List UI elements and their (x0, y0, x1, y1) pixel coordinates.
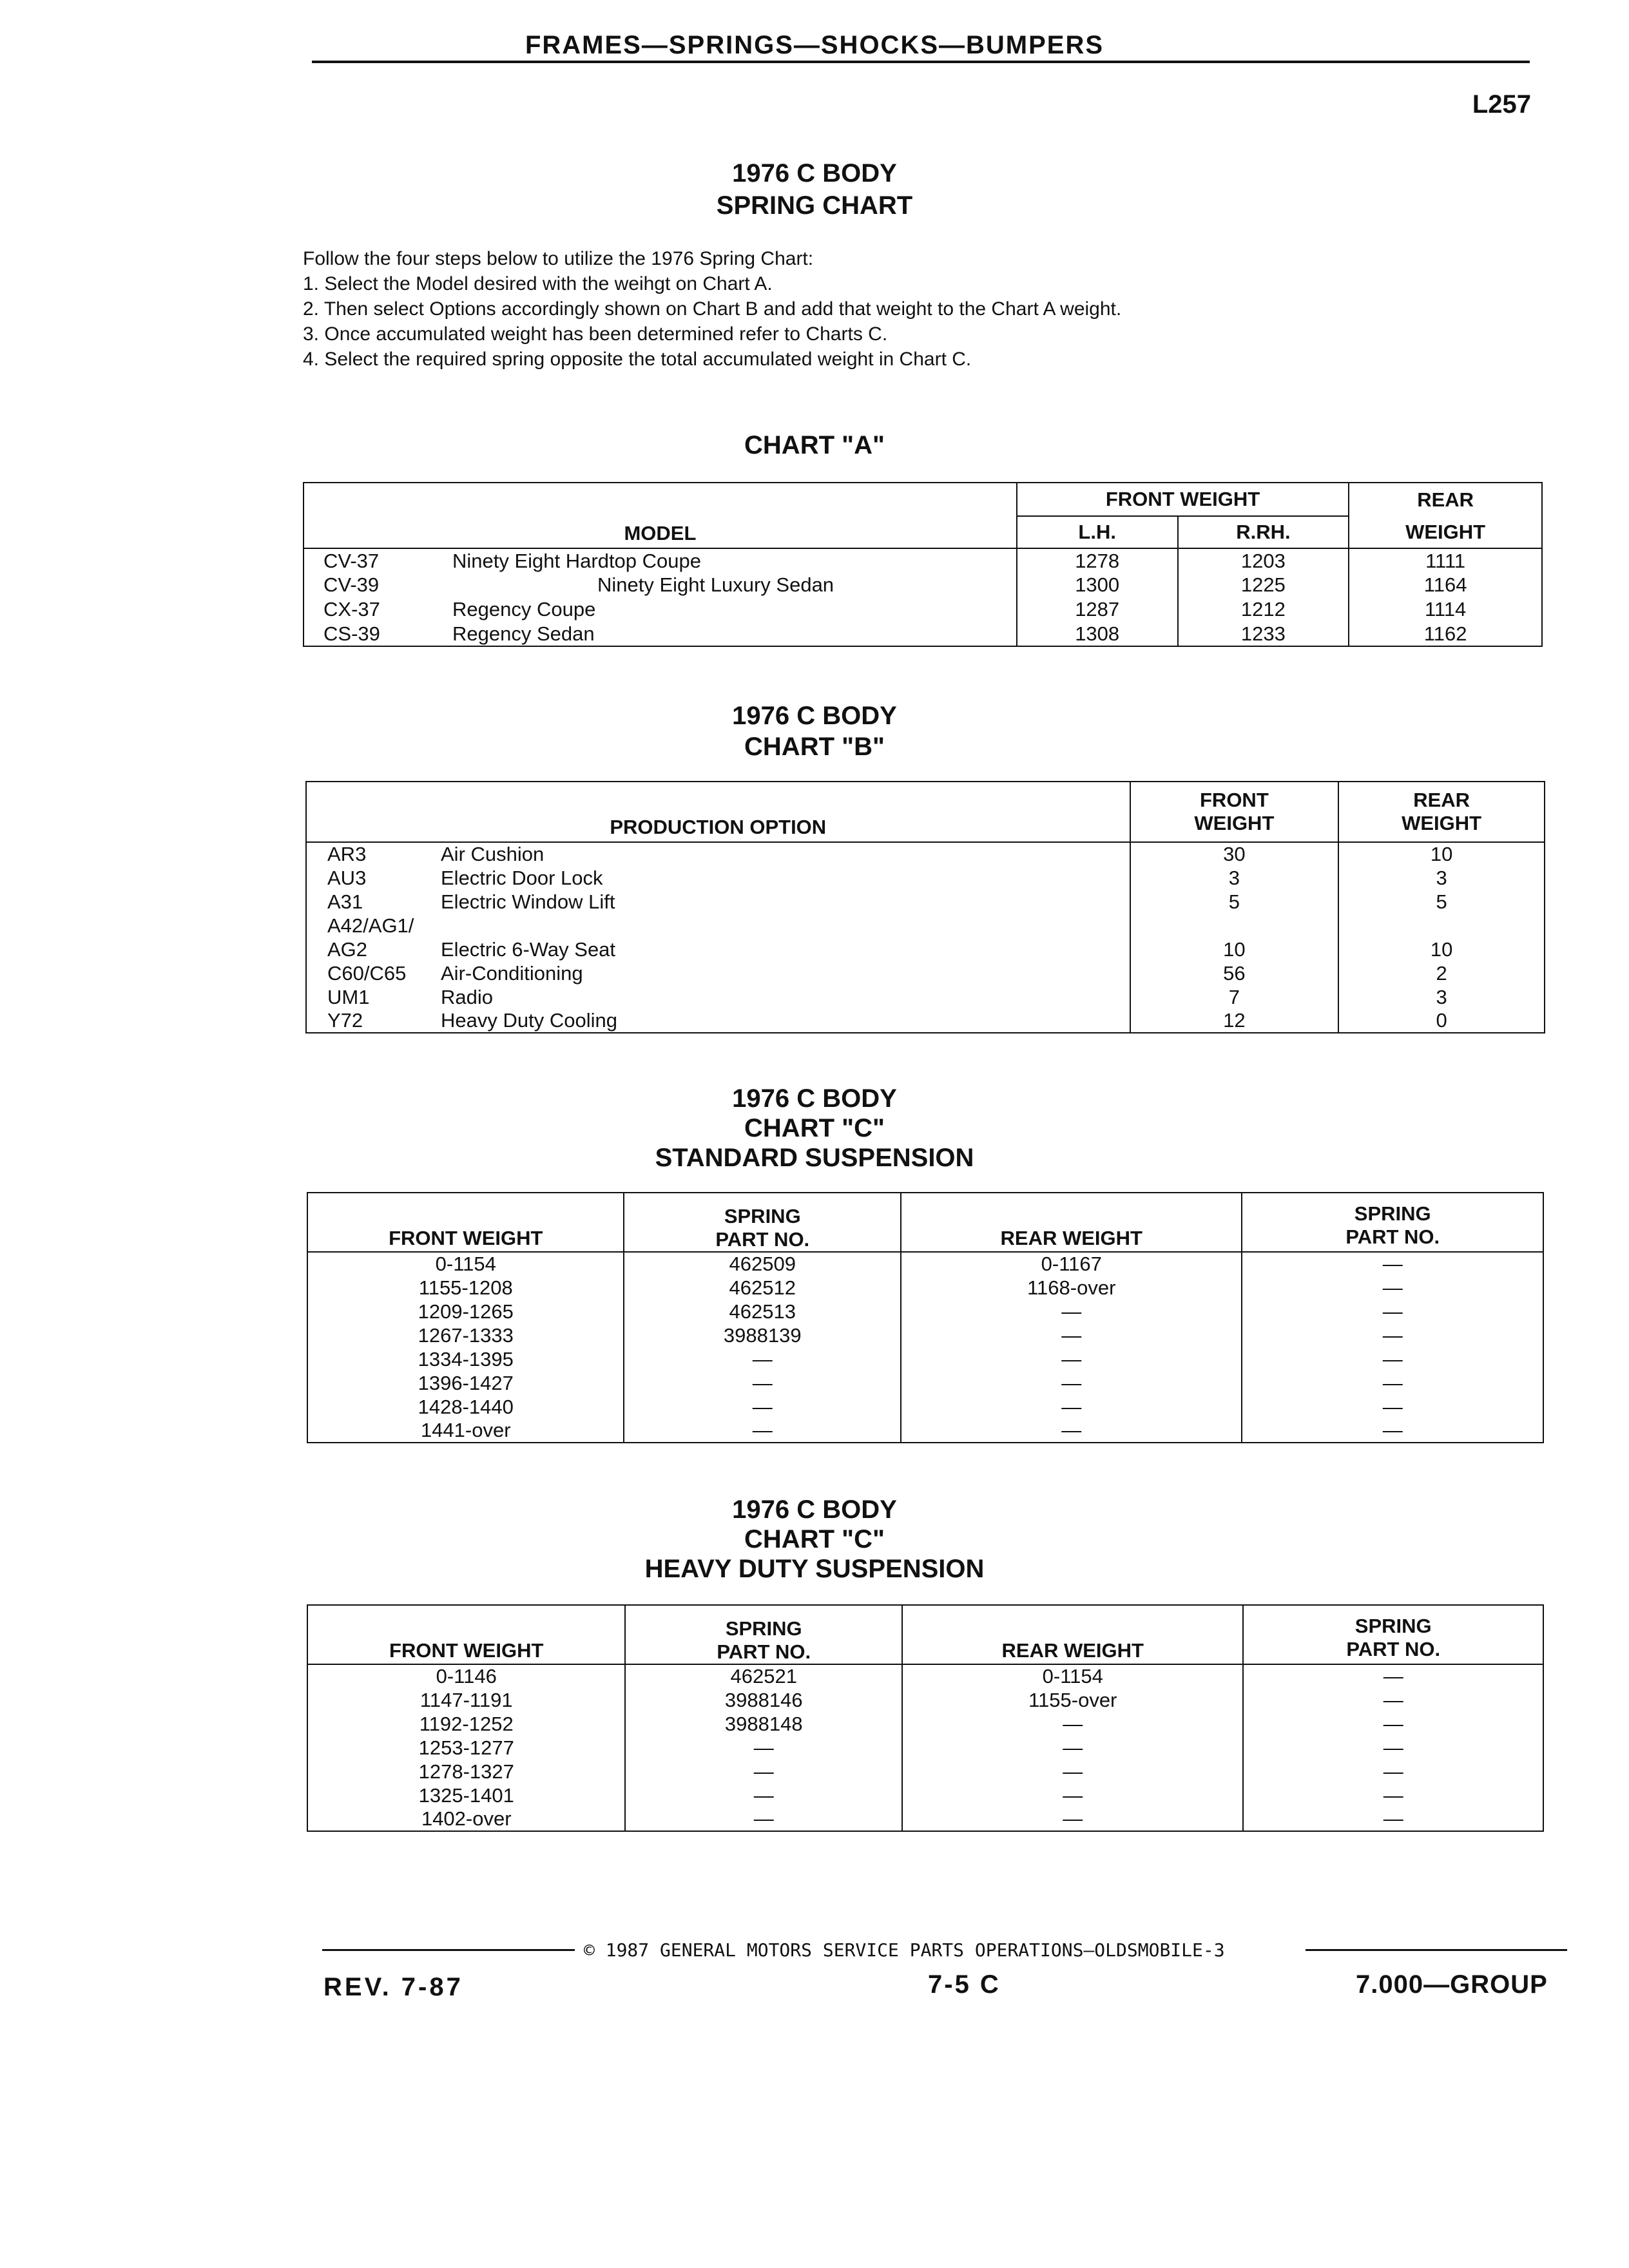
front-weight-range: 1278-1327 (418, 1760, 514, 1783)
front-weight-range: 1441-over (420, 1419, 511, 1441)
table-row (307, 1760, 1543, 1783)
chart-c-hd-title-3: HEAVY DUTY SUSPENSION (644, 1555, 985, 1583)
front-weight-value: 56 (1130, 961, 1339, 985)
chart-b-front-label: FRONT (1200, 789, 1269, 811)
table-row (307, 1783, 1543, 1807)
table-row (307, 1736, 1543, 1760)
instructions (303, 246, 1121, 372)
front-weight-range: 1192-1252 (419, 1712, 514, 1735)
front-weight-range: 1253-1277 (418, 1736, 514, 1759)
chart-b-title-1: 1976 C BODY (732, 702, 897, 730)
table-row (304, 622, 1542, 646)
option-code: UM1 (327, 985, 370, 1008)
option-name: Radio (441, 985, 493, 1008)
spring-chart-title-2: SPRING CHART (716, 191, 913, 220)
lh-value: 1287 (1017, 597, 1178, 622)
instruction-step: 3. Once accumulated weight has been determined refer to Charts C. (303, 323, 888, 345)
model-code: CV-37 (323, 549, 380, 572)
rear-spring-part: — (1242, 1252, 1543, 1276)
model-name: Ninety Eight Luxury Sedan (597, 573, 834, 596)
front-spring-part: — (624, 1395, 901, 1419)
table-row (307, 1323, 1543, 1347)
rear-value: 1114 (1349, 597, 1542, 622)
rear-spring-part: — (1242, 1395, 1543, 1419)
option-code: A31 (327, 890, 363, 913)
option-name: Air-Conditioning (441, 961, 583, 985)
chart-b-front-header (1130, 782, 1339, 842)
option-code: A42/AG1/ (327, 914, 414, 937)
table-row (307, 1347, 1543, 1371)
instructions-intro: Follow the four steps below to utilize the 1976 Spring Chart: (303, 248, 814, 269)
chart-a-rear-header: REAR (1349, 483, 1542, 516)
rear-spring-part: — (1242, 1300, 1543, 1323)
chart-c-std-front-weight-header: FRONT WEIGHT (307, 1193, 624, 1252)
rear-weight-value: 0 (1338, 1009, 1545, 1033)
instruction-step: 4. Select the required spring opposite the total accumulated weight in Chart C. (303, 349, 972, 370)
option-code: C60/C65 (327, 961, 407, 985)
lh-value: 1278 (1017, 548, 1178, 573)
front-weight-range: 0-1154 (435, 1253, 496, 1275)
rear-value: 1162 (1349, 622, 1542, 646)
rear-weight-range: 1155-over (902, 1688, 1243, 1712)
table-row (306, 842, 1545, 866)
option-name: Air Cushion (441, 843, 545, 865)
rear-weight-value: 3 (1338, 985, 1545, 1009)
table-row (306, 866, 1545, 890)
chart-b-title-2: CHART "B" (744, 733, 885, 761)
rear-weight-range: 0-1167 (901, 1252, 1242, 1276)
chart-c-hd-front-weight-header: FRONT WEIGHT (307, 1605, 625, 1664)
rear-value: 1164 (1349, 573, 1542, 597)
page-code: L257 (1472, 90, 1531, 119)
table-row (306, 937, 1545, 961)
front-weight-value: 3 (1130, 866, 1339, 890)
front-spring-part: — (624, 1347, 901, 1371)
part-no-label: PART NO. (717, 1640, 811, 1663)
rear-weight-value (1338, 914, 1545, 937)
rrh-value: 1203 (1178, 548, 1349, 573)
chart-b-rear-weight-label: WEIGHT (1402, 812, 1482, 834)
table-row (307, 1712, 1543, 1736)
rear-spring-part: — (1243, 1688, 1543, 1712)
running-header: FRAMES—SPRINGS—SHOCKS—BUMPERS (525, 31, 1104, 59)
front-spring-part: — (625, 1783, 902, 1807)
table-row (304, 597, 1542, 622)
rear-weight-range: — (901, 1395, 1242, 1419)
front-spring-part: 462513 (624, 1300, 901, 1323)
part-no-label: PART NO. (1346, 1638, 1441, 1660)
front-spring-part: 3988146 (625, 1688, 902, 1712)
front-spring-part: 462509 (624, 1252, 901, 1276)
front-weight-range: 1428-1440 (418, 1395, 514, 1418)
chart-c-hd-spring2-header (1243, 1605, 1543, 1664)
chart-a-front-weight-header: FRONT WEIGHT (1017, 483, 1349, 516)
part-no-label: PART NO. (715, 1228, 810, 1251)
chart-c-hd-title-2: CHART "C" (744, 1525, 885, 1553)
table-row (306, 1009, 1545, 1033)
chart-c-hd-rear-weight-header: REAR WEIGHT (902, 1605, 1243, 1664)
table-row (307, 1664, 1543, 1688)
front-weight-range: 1267-1333 (418, 1323, 514, 1347)
front-weight-range: 1147-1191 (419, 1688, 513, 1711)
rear-spring-part: — (1243, 1736, 1543, 1760)
option-name: Heavy Duty Cooling (441, 1009, 617, 1032)
instruction-step: 2. Then select Options accordingly shown on Chart B and add that weight to the Chart A weight. (303, 298, 1122, 320)
front-weight-value: 7 (1130, 985, 1339, 1009)
front-weight-range: 0-1146 (436, 1665, 497, 1687)
table-row (307, 1688, 1543, 1712)
rear-spring-part: — (1242, 1419, 1543, 1443)
chart-a-model-header: MODEL (304, 483, 1017, 548)
table-row (307, 1300, 1543, 1323)
chart-b-rear-label: REAR (1413, 789, 1470, 811)
chart-a-weight-header: WEIGHT (1349, 516, 1542, 548)
table-row (306, 961, 1545, 985)
front-weight-range: 1155-1208 (418, 1276, 513, 1299)
rear-spring-part: — (1243, 1807, 1543, 1831)
front-spring-part: — (625, 1736, 902, 1760)
footer-group: 7.000—GROUP (1356, 1970, 1548, 1999)
front-spring-part: — (625, 1760, 902, 1783)
table-row (306, 914, 1545, 937)
spring-label: SPRING (1354, 1615, 1432, 1637)
chart-c-hd-title-1: 1976 C BODY (732, 1495, 897, 1524)
table-row (307, 1395, 1543, 1419)
rear-weight-range: — (901, 1371, 1242, 1395)
chart-b-front-weight-label: WEIGHT (1194, 812, 1275, 834)
front-spring-part: — (624, 1371, 901, 1395)
rear-weight-value: 3 (1338, 866, 1545, 890)
chart-b-rear-header (1338, 782, 1545, 842)
option-code: AR3 (327, 843, 367, 865)
rear-weight-range: — (901, 1347, 1242, 1371)
front-weight-range: 1209-1265 (418, 1300, 514, 1323)
rear-spring-part: — (1242, 1371, 1543, 1395)
front-spring-part: — (625, 1807, 902, 1831)
model-name: Regency Coupe (452, 598, 596, 620)
rear-weight-range: — (902, 1783, 1243, 1807)
front-weight-range: 1325-1401 (418, 1783, 514, 1807)
model-code: CX-37 (323, 598, 380, 620)
model-code: CV-39 (323, 573, 380, 596)
lh-value: 1300 (1017, 573, 1178, 597)
spring-label: SPRING (724, 1205, 801, 1227)
chart-c-std-table (307, 1192, 1544, 1443)
footer-rule-right (1306, 1949, 1567, 1951)
rear-spring-part: — (1242, 1276, 1543, 1300)
chart-c-std-rear-weight-header: REAR WEIGHT (901, 1193, 1242, 1252)
model-name: Regency Sedan (452, 622, 595, 645)
front-spring-part: 462512 (624, 1276, 901, 1300)
chart-b-table (305, 781, 1545, 1033)
chart-c-std-title-3: STANDARD SUSPENSION (655, 1144, 974, 1172)
rear-spring-part: — (1243, 1783, 1543, 1807)
part-no-label: PART NO. (1345, 1225, 1440, 1248)
chart-a-lh-header: L.H. (1017, 516, 1178, 548)
front-weight-range: 1334-1395 (418, 1347, 514, 1370)
table-row (307, 1276, 1543, 1300)
rear-spring-part: — (1242, 1323, 1543, 1347)
table-row (307, 1252, 1543, 1276)
rear-weight-range: — (901, 1323, 1242, 1347)
table-row (306, 985, 1545, 1009)
option-code: AU3 (327, 866, 367, 889)
rear-weight-range: 0-1154 (902, 1664, 1243, 1688)
front-spring-part: — (624, 1419, 901, 1443)
lh-value: 1308 (1017, 622, 1178, 646)
header-rule (312, 61, 1530, 63)
chart-a-title: CHART "A" (744, 431, 885, 459)
rear-weight-value: 2 (1338, 961, 1545, 985)
rear-weight-range: — (902, 1736, 1243, 1760)
table-row (304, 548, 1542, 573)
rear-weight-value: 5 (1338, 890, 1545, 914)
chart-a-table (303, 482, 1543, 647)
option-code: AG2 (327, 937, 368, 961)
front-weight-value: 12 (1130, 1009, 1339, 1033)
option-name: Electric 6-Way Seat (441, 937, 616, 961)
front-spring-part: 3988148 (625, 1712, 902, 1736)
rear-spring-part: — (1242, 1347, 1543, 1371)
rrh-value: 1212 (1178, 597, 1349, 622)
footer-rule-left (322, 1949, 575, 1951)
model-name: Ninety Eight Hardtop Coupe (452, 549, 702, 572)
rear-spring-part: — (1243, 1760, 1543, 1783)
rear-value: 1111 (1349, 548, 1542, 573)
rear-weight-value: 10 (1338, 842, 1545, 866)
rear-weight-range: 1168-over (901, 1276, 1242, 1300)
chart-c-std-title-1: 1976 C BODY (732, 1084, 897, 1113)
chart-a-rrh-header: R.RH. (1178, 516, 1349, 548)
table-row (306, 890, 1545, 914)
instruction-step: 1. Select the Model desired with the weihgt on Chart A. (303, 273, 773, 294)
table-row (304, 573, 1542, 597)
model-code: CS-39 (323, 622, 380, 645)
rear-spring-part: — (1243, 1664, 1543, 1688)
rear-weight-range: — (902, 1807, 1243, 1831)
front-spring-part: 3988139 (624, 1323, 901, 1347)
rear-weight-range: — (901, 1419, 1242, 1443)
spring-label: SPRING (1354, 1202, 1431, 1225)
rear-weight-value: 10 (1338, 937, 1545, 961)
rear-spring-part: — (1243, 1712, 1543, 1736)
front-weight-range: 1396-1427 (418, 1371, 514, 1394)
front-weight-value (1130, 914, 1339, 937)
option-name: Electric Door Lock (441, 866, 603, 889)
spring-chart-title-1: 1976 C BODY (732, 159, 897, 187)
table-row (307, 1371, 1543, 1395)
chart-b-option-header: PRODUCTION OPTION (306, 782, 1130, 842)
rrh-value: 1225 (1178, 573, 1349, 597)
front-weight-value: 5 (1130, 890, 1339, 914)
table-row (307, 1807, 1543, 1831)
front-weight-value: 30 (1130, 842, 1339, 866)
option-name: Electric Window Lift (441, 890, 615, 913)
chart-c-std-title-2: CHART "C" (744, 1114, 885, 1142)
chart-c-std-spring-header (624, 1193, 901, 1252)
front-weight-value: 10 (1130, 937, 1339, 961)
footer-page-number: 7-5 C (928, 1970, 1001, 1999)
table-row (307, 1419, 1543, 1443)
footer-revision: REV. 7-87 (323, 1973, 463, 2001)
option-code: Y72 (327, 1009, 363, 1032)
chart-c-std-spring2-header (1242, 1193, 1543, 1252)
rear-weight-range: — (902, 1712, 1243, 1736)
rrh-value: 1233 (1178, 622, 1349, 646)
rear-weight-range: — (901, 1300, 1242, 1323)
front-weight-range: 1402-over (421, 1807, 512, 1830)
chart-c-hd-spring-header (625, 1605, 902, 1664)
footer-copyright: © 1987 GENERAL MOTORS SERVICE PARTS OPERATIONS—OLDSMOBILE-3 (584, 1939, 1225, 1961)
spring-label: SPRING (725, 1617, 802, 1640)
rear-weight-range: — (902, 1760, 1243, 1783)
chart-c-hd-table (307, 1604, 1544, 1832)
front-spring-part: 462521 (625, 1664, 902, 1688)
